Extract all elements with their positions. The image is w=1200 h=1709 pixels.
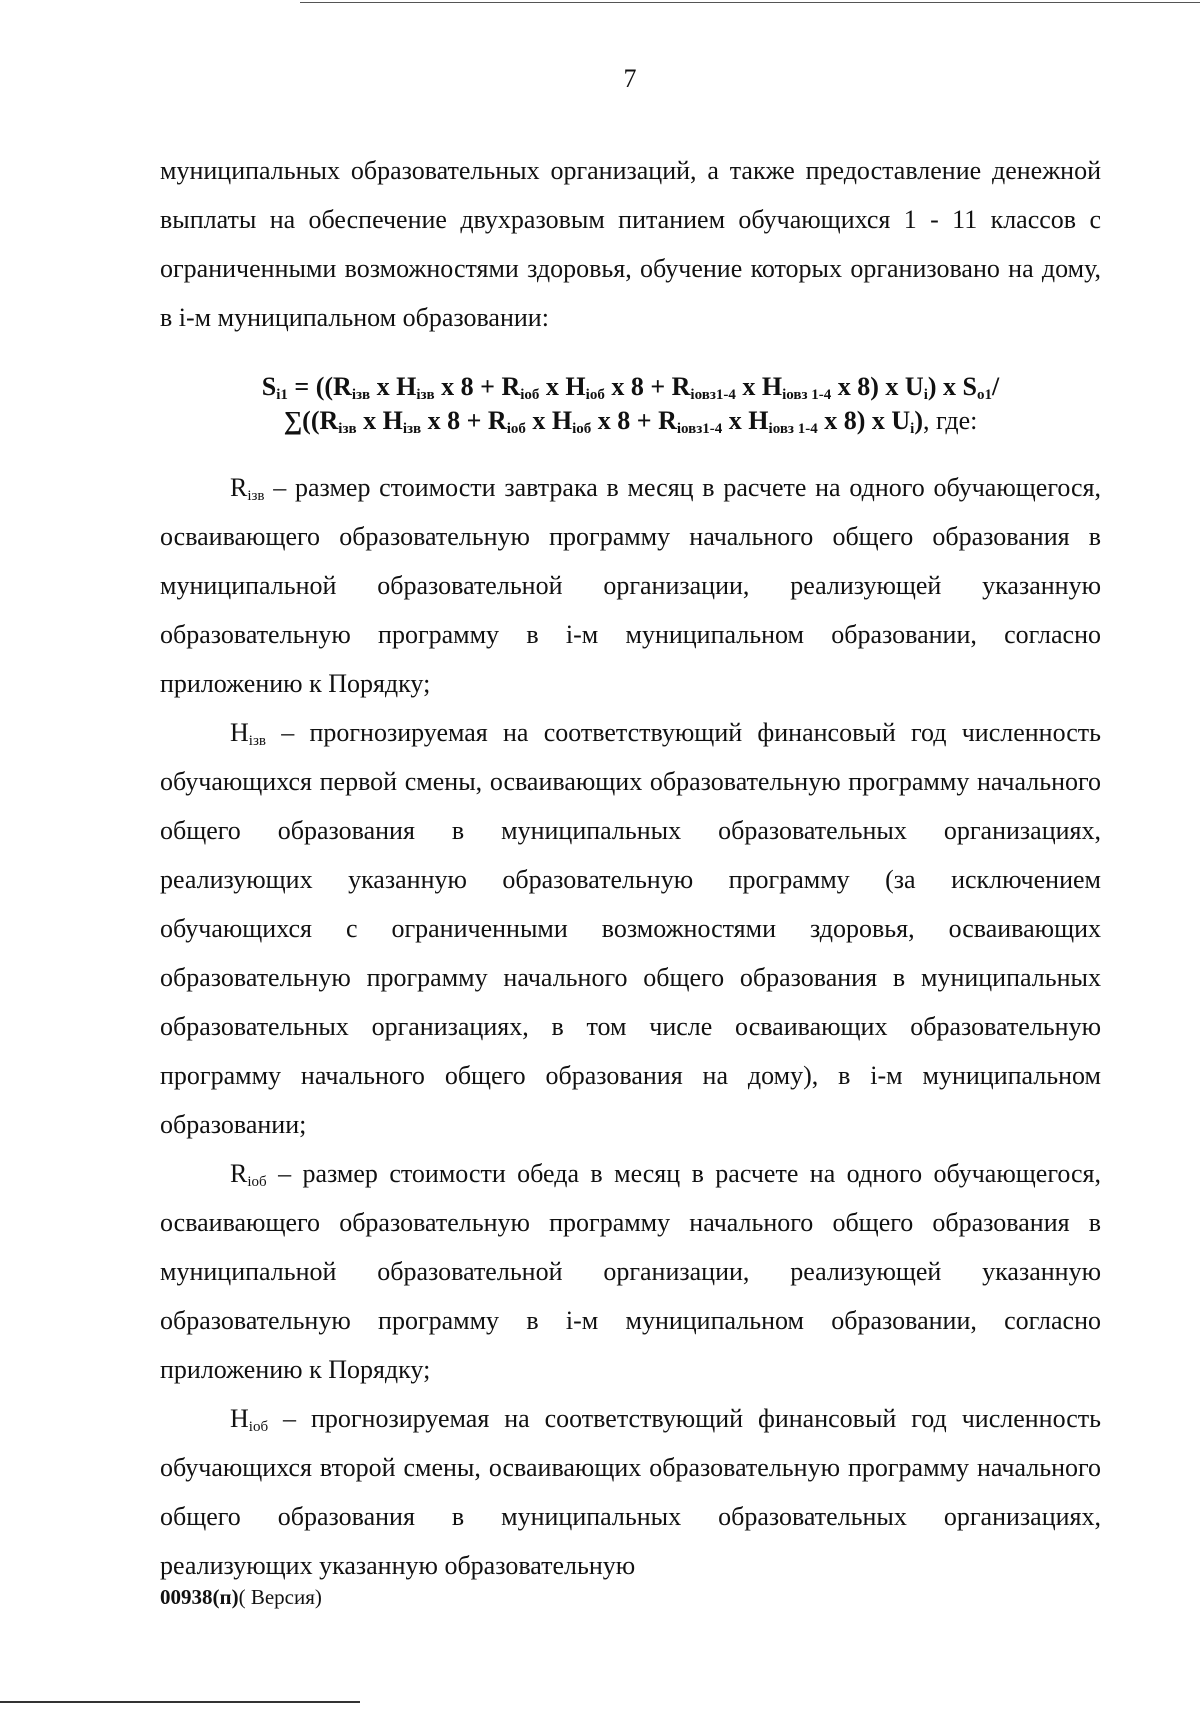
formula-line-2: [160, 404, 1101, 438]
intro-line: денежной выплаты на обеспечение двухразовым питанием обучающихся: [160, 156, 1101, 234]
definition-symbol: [230, 1159, 267, 1188]
symbol-base: R: [230, 1159, 248, 1188]
symbol-subscript: iзв: [248, 733, 266, 749]
definition-text: – прогнозируемая на соответствующий финансовый год численность обучающихся первой смены, осваивающих образовательную программу начального общего образования в муниципальных образовательных организациях, реализующих указанную образовательную программу (за исключением обучающихся с ограниченными возможностями здоровья, осваивающих образовательную программу начального общего образования в муниципальных образовательных организациях, в том числе осваивающих образовательную программу начального общего образования на дому), в i-м муниципальном образовании;: [160, 718, 1101, 1139]
intro-line: муниципальных образовательных организаций, а также предоставление: [160, 156, 982, 185]
formula: [160, 370, 1101, 438]
definition-symbol: [230, 473, 265, 502]
intro-line: организовано на дому, в i-м муниципальном образовании:: [160, 254, 1101, 332]
formula-tail: , где:: [922, 406, 978, 435]
symbol-base: H: [230, 1404, 249, 1433]
definition-text: – прогнозируемая на соответствующий финансовый год численность обучающихся второй смены, осваивающих образовательную программу начального общего образования в муниципальных образовательных организациях, реализующих указанную образовательную: [160, 1404, 1101, 1580]
bottom-scan-rule: [0, 1701, 360, 1703]
footer-version: [160, 1585, 322, 1610]
symbol-subscript: iзв: [247, 488, 265, 504]
definition-r-iob: [160, 1149, 1101, 1394]
page-number: 7: [623, 64, 637, 93]
definition-symbol: [230, 1404, 268, 1433]
intro-line: 1 - 11 классов с ограниченными возможностями здоровья, обучение которых: [160, 205, 1101, 283]
symbol-base: R: [230, 473, 248, 502]
formula-line-1: $S_{i1} = ((R_{iзв}$ x $H_{iзв}$ x $8 + R_{iоб}$ x $H_{iоб}$ x $8 + R_{iовз1-4}$ x $H_{iовз 1-4}$ x 8) x $U_i$) x $S_{o1}/$: [261, 372, 1000, 403]
document-body: [160, 146, 1101, 1590]
definition-r-izv: [160, 463, 1101, 708]
version-label: ( Версия): [238, 1585, 322, 1609]
definition-h-iob: [160, 1394, 1101, 1590]
definition-symbol: [230, 718, 266, 747]
symbol-subscript: iоб: [248, 1419, 269, 1435]
symbol-base: H: [230, 718, 249, 747]
symbol-subscript: iоб: [247, 1174, 267, 1190]
definition-h-izv: [160, 708, 1101, 1149]
document-code: 00938(п): [160, 1585, 239, 1609]
definition-text: – размер стоимости завтрака в месяц в расчете на одного обучающегося, осваивающего образовательную программу начального общего образования в муниципальной образовательной организации, реализующей указанную образовательную программу в i-м муниципальном образовании, согласно приложению к Порядку;: [160, 473, 1101, 698]
definition-text: – размер стоимости обеда в месяц в расчете на одного обучающегося, осваивающего образовательную программу начального общего образования в муниципальной образовательной организации, реализующей указанную образовательную программу в i-м муниципальном образовании, согласно приложению к Порядку;: [160, 1159, 1101, 1384]
top-scan-rule: [300, 2, 1200, 3]
intro-paragraph: [160, 146, 1101, 342]
formula-line-2-expression: $\sum((R_{iзв}$ x $H_{iзв}$ x $8 + R_{iоб}$ x $H_{iоб}$ x $8 + R_{iовз1-4}$ x $H_{iовз 1-4}$ x 8) x $U_i$): [283, 406, 923, 437]
